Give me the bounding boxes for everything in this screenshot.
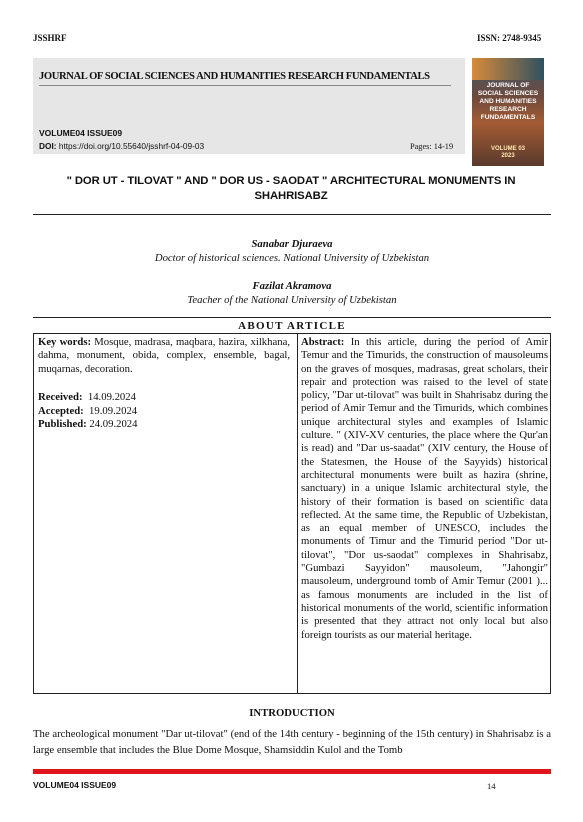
journal-title: JOURNAL OF SOCIAL SCIENCES AND HUMANITIES RESEARCH FUNDAMENTALS <box>39 71 430 82</box>
keywords-text: Mosque, madrasa, maqbara, hazira, xilkhana, dahma, monument, obida, complex, ensemble, bagal, muqarnas, decoration. <box>38 336 290 375</box>
footer-volume-issue: VOLUME04 ISSUE09 <box>33 780 117 790</box>
title-underline <box>39 85 451 86</box>
introduction-heading: INTRODUCTION <box>249 707 335 719</box>
issn: ISSN: 2748-9345 <box>477 33 542 43</box>
column-divider <box>297 334 298 693</box>
footer-bar <box>33 769 551 774</box>
article-title-line1: " DOR UT - TILOVAT " AND " DOR US - SAODAT " ARCHITECTURAL MONUMENTS IN <box>66 175 516 187</box>
article-title-line2: SHAHRISABZ <box>254 190 328 202</box>
received-value: 14.09.2024 <box>87 391 136 403</box>
published-label: Published: <box>38 418 87 430</box>
cover-volume-number: VOLUME 03 <box>490 146 525 152</box>
keywords <box>38 336 290 376</box>
article-title <box>40 174 542 204</box>
abstract-label: Abstract: <box>301 336 345 348</box>
article-dates <box>38 391 290 432</box>
journal-code: JSSHRF <box>33 33 67 43</box>
author-2-affiliation: Teacher of the National University of Uzbekistan <box>187 294 397 306</box>
accepted-date <box>38 405 290 419</box>
about-separator <box>33 317 551 318</box>
doi-label: DOI: <box>39 141 57 151</box>
title-separator <box>33 214 551 215</box>
abstract-text: In this article, during the period of Amir Temur and the Timurids, the construction of mausoleums on the graves of mosques, madrasas, great scholars, their repair and protection was raised to the level of state policy, "Dar ut-tilovat" was built in Shahrisabz during the period of Amir Temur and the Timurids, which combines unique architectural styles and examples of Islamic culture. " (XIV-XV centuries, the place where the Qur'an is read) and "Dar us-saadat" (XIV century, the House of the Statesmen, the House of the Sayyids) historical architectural monuments were built as hazira (shrine, sanctuary) in a unique Islamic architectural style, the history of their formation is based on scientific data reflected. At the same time, the Republic of Uzbekistan, as an equal member of UNESCO, includes the monuments of Timur and the Timurid period "Dor ut-tilovat", "Dor us-saodat" complexes in Shahrisabz, "Gumbazi Sayyidon" mausoleum, "Jahongir" mausoleum, underground tomb of Amir Temur (2001 )... as famous monuments are included in the list of historical monuments of the world, scientific information is presented that they attract not only local but also foreign tourists as our material heritage. <box>301 336 548 641</box>
footer-page-number: 14 <box>487 781 496 791</box>
about-article-box <box>33 333 551 694</box>
volume-issue: VOLUME04 ISSUE09 <box>39 128 123 138</box>
introduction-text: The archeological monument "Dar ut-tilovat" (end of the 14th century - beginning of the 15th century) in Shahrisabz is a large ensemble that includes the Blue Dome Mosque, Shamsiddin Kulol and the Tomb <box>33 728 551 756</box>
doi-link[interactable]: https://doi.org/10.55640/jsshrf-04-09-03 <box>58 141 205 151</box>
about-article-heading: ABOUT ARTICLE <box>238 320 346 332</box>
published-value: 24.09.2024 <box>89 418 138 430</box>
received-date <box>38 391 290 405</box>
journal-header-band <box>33 58 465 154</box>
doi-line <box>39 141 204 151</box>
page-range: Pages: 14-19 <box>410 142 454 151</box>
cover-volume <box>476 146 540 160</box>
received-label: Received: <box>38 391 83 403</box>
cover-banner <box>472 58 544 80</box>
abstract <box>301 336 548 642</box>
cover-year: 2023 <box>501 153 515 159</box>
accepted-value: 19.09.2024 <box>89 404 138 417</box>
author-2-name: Fazilat Akramova <box>252 280 332 292</box>
accepted-label: Accepted: <box>38 404 84 417</box>
keywords-label: Key words: <box>38 336 92 348</box>
author-1-affiliation: Doctor of historical sciences. National University of Uzbekistan <box>154 252 430 264</box>
published-date <box>38 418 290 432</box>
journal-cover-image <box>472 58 544 166</box>
author-1-name: Sanabar Djuraeva <box>251 238 333 250</box>
cover-title: JOURNAL OF SOCIAL SCIENCES AND HUMANITIES RESEARCH FUNDAMENTALS <box>477 82 539 121</box>
